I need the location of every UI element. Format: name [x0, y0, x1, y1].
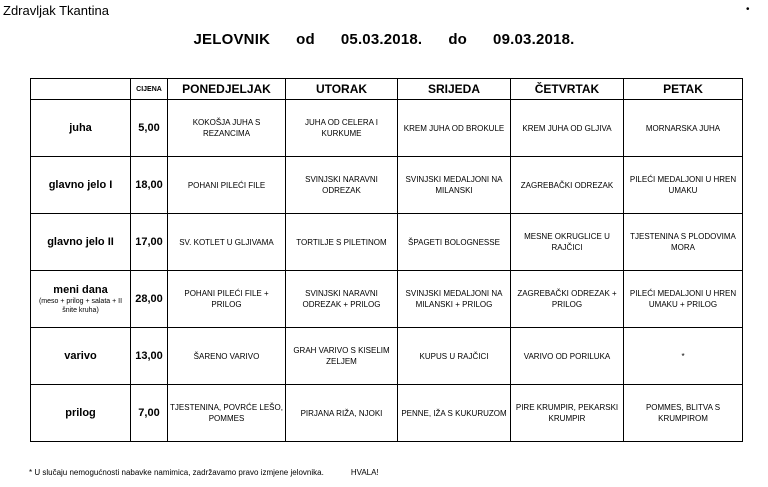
dish-cell: VARIVO OD PORILUKA [511, 328, 624, 385]
thanks-text: HVALA! [350, 468, 379, 477]
header-row [31, 79, 743, 100]
category-cell [31, 385, 131, 442]
table-row [31, 214, 743, 271]
table-row [31, 385, 743, 442]
category-cell [31, 328, 131, 385]
category-label: prilog [65, 406, 96, 419]
day-header-wednesday: SRIJEDA [398, 79, 511, 100]
dish-cell: SVINJSKI NARAVNI ODREZAK + PRILOG [286, 271, 398, 328]
price-cell: 7,00 [131, 385, 168, 442]
category-label: juha [69, 121, 92, 134]
title-label: JELOVNIK [193, 31, 271, 48]
category-cell [31, 157, 131, 214]
dish-cell: TJESTENINA, POVRĆE LEŠO, POMMES [168, 385, 286, 442]
menu-title [0, 31, 768, 48]
footnote [29, 468, 379, 477]
dish-cell: PIRJANA RIŽA, NJOKI [286, 385, 398, 442]
dish-cell: * [624, 328, 743, 385]
dish-cell: POHANI PILEĆI FILE + PRILOG [168, 271, 286, 328]
day-header-tuesday: UTORAK [286, 79, 398, 100]
dish-cell: SVINJSKI NARAVNI ODREZAK [286, 157, 398, 214]
dish-cell: SV. KOTLET U GLJIVAMA [168, 214, 286, 271]
price-cell: 18,00 [131, 157, 168, 214]
title-to-word: do [448, 31, 468, 48]
day-header-friday: PETAK [624, 79, 743, 100]
table-row [31, 157, 743, 214]
category-label: meni dana [53, 283, 108, 296]
table-row [31, 271, 743, 328]
dish-cell: GRAH VARIVO S KISELIM ZELJEM [286, 328, 398, 385]
day-header-monday: PONEDJELJAK [168, 79, 286, 100]
dish-cell: MORNARSKA JUHA [624, 100, 743, 157]
dish-cell: TORTILJE S PILETINOM [286, 214, 398, 271]
dish-cell: PILEĆI MEDALJONI U HREN UMAKU [624, 157, 743, 214]
dish-cell: MESNE OKRUGLICE U RAJČICI [511, 214, 624, 271]
dish-cell: PILEĆI MEDALJONI U HREN UMAKU + PRILOG [624, 271, 743, 328]
dish-cell: PENNE, IŽA S KUKURUZOM [398, 385, 511, 442]
category-label: glavno jelo I [48, 178, 113, 191]
weekly-menu-table [30, 78, 743, 442]
organization-name: Zdravljak Tkantina [3, 3, 109, 18]
title-from-word: od [296, 31, 315, 48]
corner-mark: • [746, 4, 750, 15]
category-label: glavno jelo II [47, 235, 114, 248]
table-row [31, 328, 743, 385]
price-cell: 13,00 [131, 328, 168, 385]
dish-cell: ZAGREBAČKI ODREZAK + PRILOG [511, 271, 624, 328]
dish-cell: KREM JUHA OD BROKULE [398, 100, 511, 157]
dish-cell: SVINJSKI MEDALJONI NA MILANSKI [398, 157, 511, 214]
price-cell: 5,00 [131, 100, 168, 157]
price-cell: 17,00 [131, 214, 168, 271]
category-cell [31, 100, 131, 157]
title-date-to: 09.03.2018. [493, 31, 575, 48]
category-label: varivo [64, 349, 97, 362]
category-cell [31, 214, 131, 271]
dish-cell: ZAGREBAČKI ODREZAK [511, 157, 624, 214]
category-note: (meso + prilog + salata + II šnite kruha) [38, 297, 123, 314]
dish-cell: KUPUS U RAJČICI [398, 328, 511, 385]
dish-cell: TJESTENINA S PLODOVIMA MORA [624, 214, 743, 271]
title-date-from: 05.03.2018. [340, 31, 423, 48]
dish-cell: KOKOŠJA JUHA S REZANCIMA [168, 100, 286, 157]
price-header: CIJENA [131, 79, 168, 100]
dish-cell: POHANI PILEĆI FILE [168, 157, 286, 214]
dish-cell: POMMES, BLITVA S KRUMPIROM [624, 385, 743, 442]
corner-cell [31, 79, 131, 100]
footnote-text: * U slučaju nemogućnosti nabavke namimica, zadržavamo pravo izmjene jelovnika. [29, 468, 324, 477]
dish-cell: ŠARENO VARIVO [168, 328, 286, 385]
dish-cell: ŠPAGETI BOLOGNESSE [398, 214, 511, 271]
dish-cell: KREM JUHA OD GLJIVA [511, 100, 624, 157]
price-cell: 28,00 [131, 271, 168, 328]
table-row [31, 100, 743, 157]
dish-cell: JUHA OD CELERA I KURKUME [286, 100, 398, 157]
dish-cell: SVINJSKI MEDALJONI NA MILANSKI + PRILOG [398, 271, 511, 328]
dish-cell: PIRE KRUMPIR, PEKARSKI KRUMPIR [511, 385, 624, 442]
day-header-thursday: ČETVRTAK [511, 79, 624, 100]
category-cell [31, 271, 131, 328]
